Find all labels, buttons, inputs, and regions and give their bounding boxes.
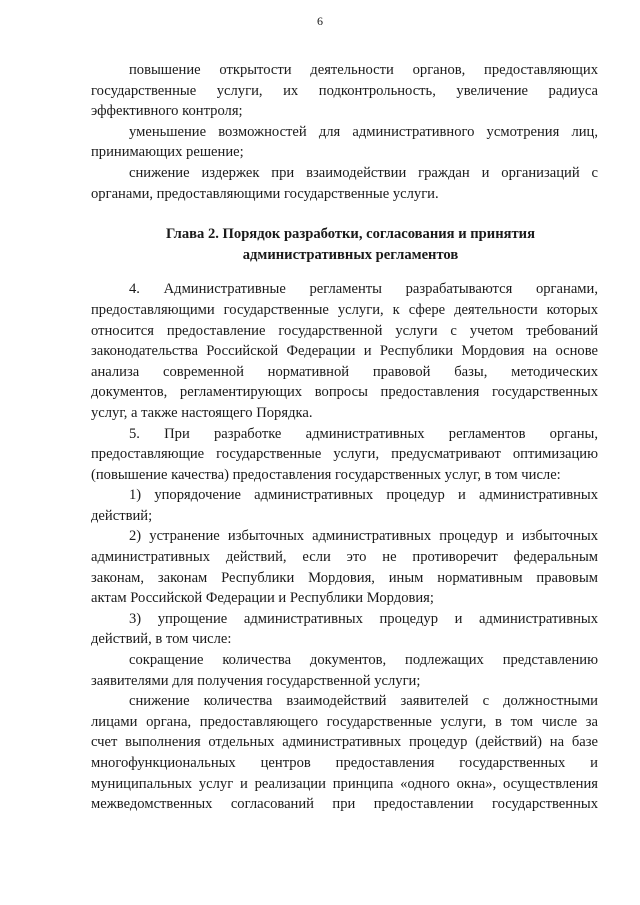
paragraph — [91, 691, 598, 815]
paragraph-line: 4. Административные регламенты разрабатываются органами, — [129, 281, 598, 298]
paragraph-line: лицами органа, предоставляющего государственные услуги, в том числе за — [91, 713, 598, 730]
paragraph-line: предоставляющими государственные услуги, к сфере деятельности которых — [91, 301, 598, 318]
paragraph-line: (повышение качества) предоставления государственных услуг, в том числе: — [91, 466, 561, 483]
paragraph-line: анализа современной нормативной правовой базы, методических — [91, 363, 598, 380]
paragraph-line: 2) устранение избыточных административных процедур и избыточных — [129, 528, 598, 545]
page-number: 6 — [317, 14, 323, 28]
paragraph-line: 3) упрощение административных процедур и административных — [129, 610, 598, 627]
paragraph-line: предоставляющие государственные услуги, предусматривают оптимизацию — [91, 446, 598, 463]
top-paragraphs — [91, 60, 598, 204]
paragraph — [91, 163, 598, 204]
paragraph-line: принимающих решение; — [91, 144, 244, 161]
paragraph-line: многофункциональных центров предоставления государственных и — [91, 755, 598, 771]
paragraph-line: актам Российской Федерации и Республики Мордовия; — [91, 590, 434, 607]
paragraph — [91, 650, 598, 691]
paragraph-line: документов, регламентирующих вопросы предоставления государственных — [91, 384, 598, 401]
paragraph-line: государственные услуги, их подконтрольность, увеличение радиуса — [91, 82, 598, 99]
spacer — [91, 265, 598, 279]
paragraph-line: услуг, а также настоящего Порядка. — [91, 404, 313, 421]
paragraph — [91, 279, 598, 423]
paragraph — [91, 526, 598, 608]
paragraph-line: законам, законам Республики Мордовия, иным нормативным правовым — [91, 569, 598, 586]
paragraph-line: эффективного контроля; — [91, 103, 243, 120]
paragraph — [91, 122, 598, 163]
paragraph-line: относится предоставление государственной услуги с учетом требований — [91, 322, 598, 339]
paragraph-line: 1) упорядочение административных процедур и административных — [129, 487, 598, 504]
paragraph-line: органами, предоставляющими государственные услуги. — [91, 185, 439, 202]
paragraph-line: заявителями для получения государственной услуги; — [91, 672, 421, 689]
paragraph-line: законодательства Российской Федерации и Республики Мордовия на основе — [91, 343, 598, 360]
spacer — [91, 204, 598, 224]
document-body — [91, 60, 598, 815]
paragraph-line: муниципальных услуг и реализации принципа «одного окна», осуществления — [91, 775, 598, 792]
paragraph-line: повышение открытости деятельности органов, предоставляющих — [129, 62, 598, 78]
chapter-heading-line-2: административных регламентов — [242, 246, 459, 263]
paragraph-line: сокращение количества документов, подлежащих представлению — [129, 652, 598, 669]
paragraph-line: действий; — [91, 507, 153, 524]
paragraph-line: действий, в том числе: — [91, 631, 232, 648]
paragraph — [91, 485, 598, 526]
paragraph — [91, 424, 598, 486]
paragraph-line: административных действий, если это не противоречит федеральным — [91, 549, 598, 566]
paragraph-line: снижение количества взаимодействий заявителей с должностными — [129, 693, 598, 710]
chapter-heading-line-1: Глава 2. Порядок разработки, согласования и принятия — [166, 226, 535, 243]
main-paragraphs — [91, 279, 598, 814]
paragraph — [91, 609, 598, 650]
paragraph — [91, 60, 598, 122]
chapter-heading — [91, 224, 598, 265]
paragraph-line: счет выполнения отдельных административных процедур (действий) на базе — [91, 734, 598, 751]
paragraph-line: снижение издержек при взаимодействии граждан и организаций с — [129, 164, 598, 181]
paragraph-line: 5. При разработке административных регламентов органы, — [129, 425, 598, 442]
paragraph-line: межведомственных согласований при предоставлении государственных — [91, 796, 598, 813]
paragraph-line: уменьшение возможностей для административного усмотрения лиц, — [129, 123, 598, 140]
